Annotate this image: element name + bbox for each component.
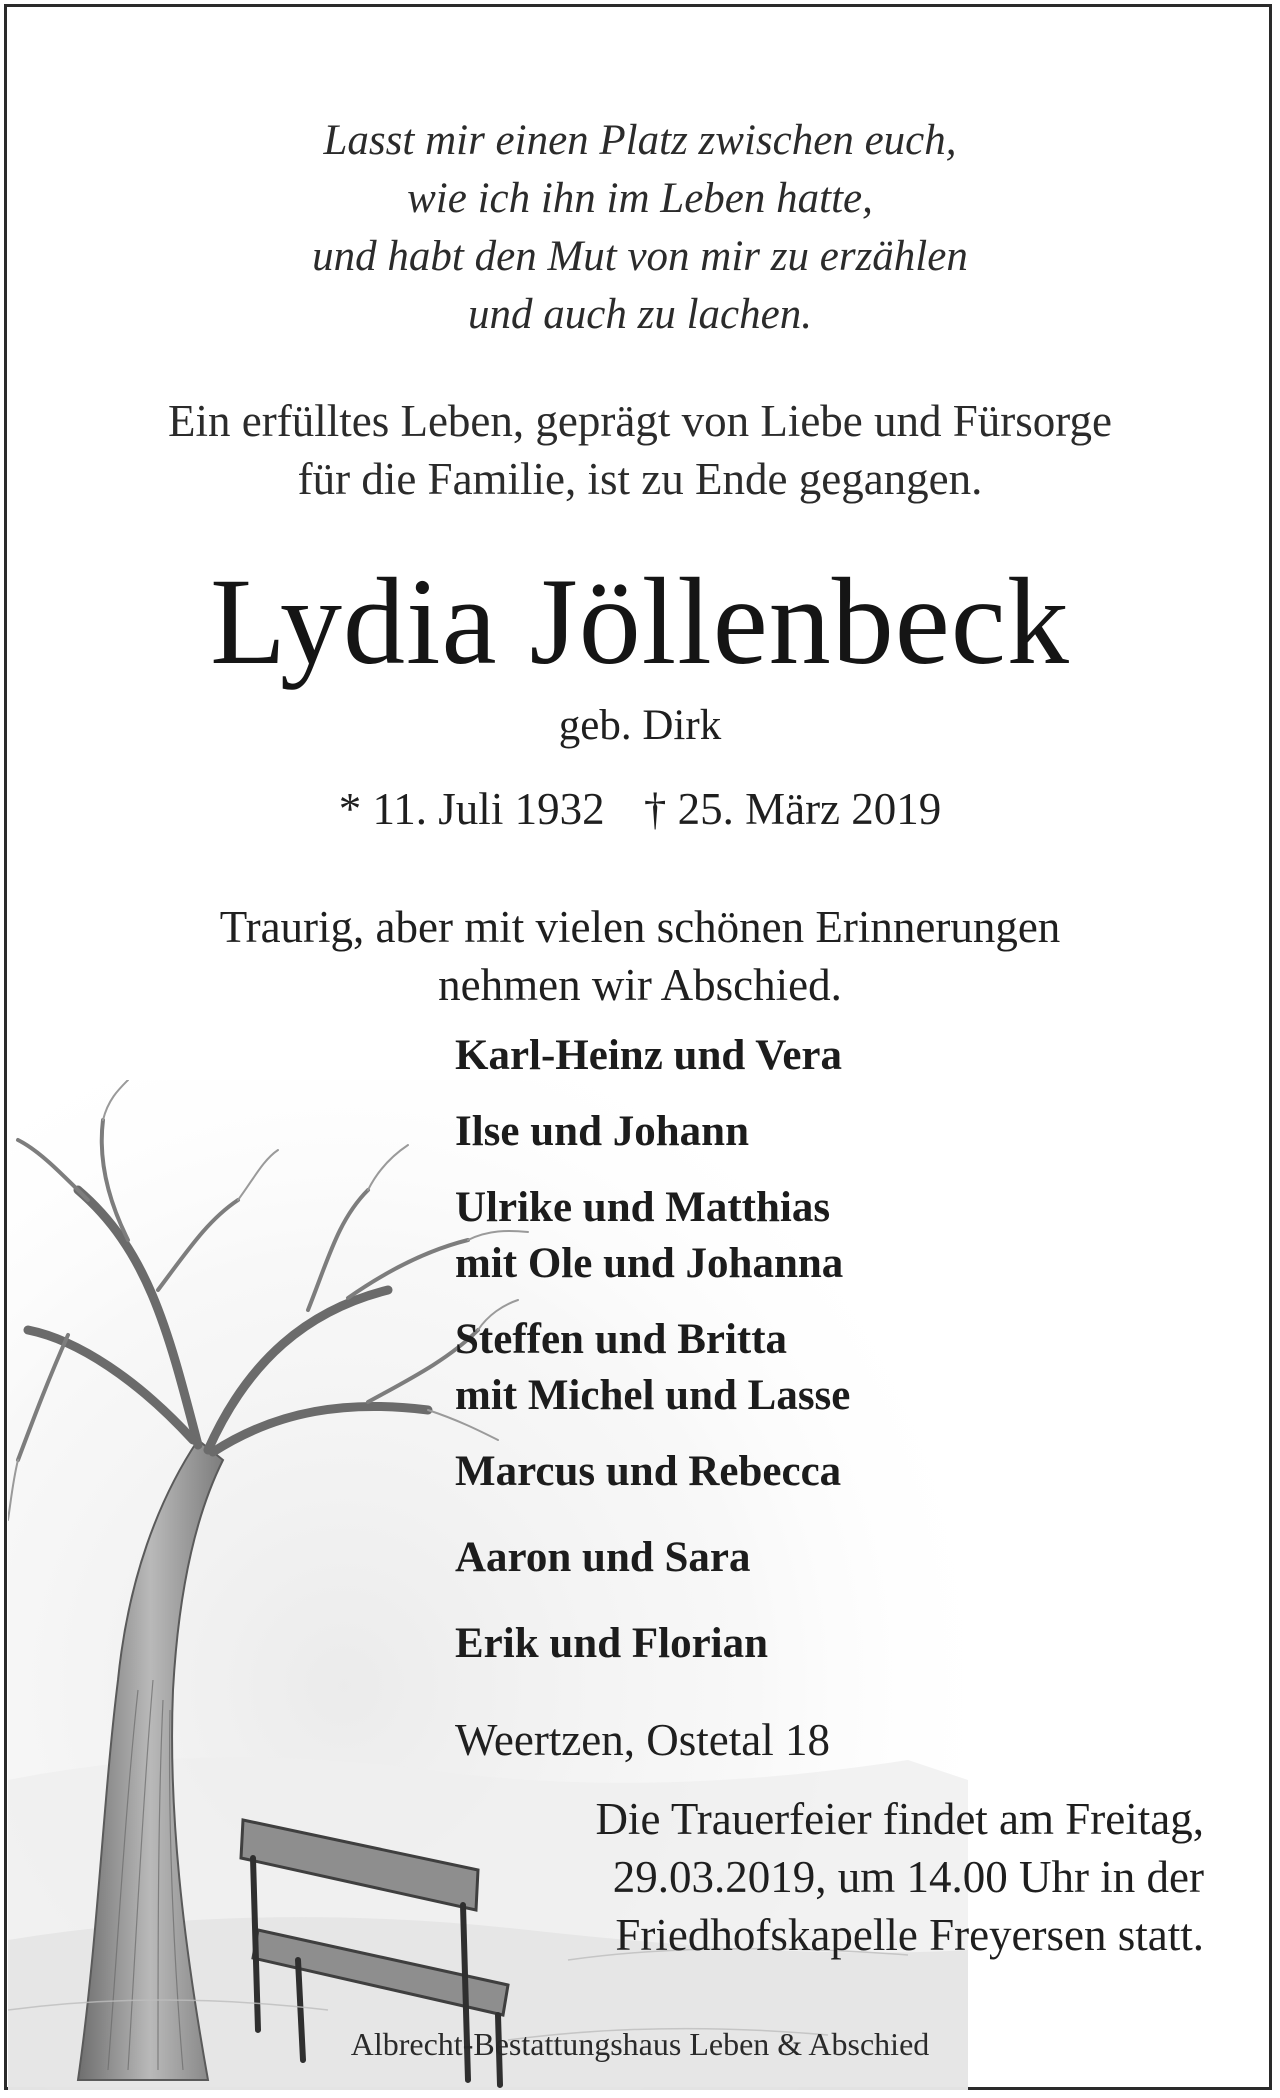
life-dates — [0, 780, 1280, 838]
verse-line: und auch zu lachen. — [468, 291, 812, 338]
verse-line: wie ich ihn im Leben hatte, — [407, 175, 873, 222]
mourners-list — [455, 1028, 850, 1692]
farewell-line: nehmen wir Abschied. — [438, 960, 842, 1010]
mourner-line: Steffen und Britta — [455, 1316, 788, 1363]
deceased-name: Lydia Jöllenbeck — [210, 553, 1070, 690]
verse-block — [0, 112, 1280, 344]
birth-date: * 11. Juli 1932 — [338, 784, 605, 834]
farewell-text — [0, 898, 1280, 1014]
funeral-service-notice — [595, 1790, 1204, 1964]
mourner-group — [455, 1104, 850, 1160]
mourner-line: Ilse und Johann — [455, 1108, 749, 1155]
intro-text — [0, 392, 1280, 508]
mourner-line: Erik und Florian — [455, 1620, 769, 1667]
mourner-group — [455, 1180, 850, 1292]
farewell-line: Traurig, aber mit vielen schönen Erinnerungen — [219, 902, 1061, 952]
intro-line: Ein erfülltes Leben, geprägt von Liebe und Fürsorge — [168, 396, 1112, 446]
service-line: 29.03.2019, um 14.00 Uhr in der — [612, 1852, 1204, 1902]
mourner-group — [455, 1028, 850, 1084]
verse-line: Lasst mir einen Platz zwischen euch, — [323, 117, 957, 164]
family-address: Weertzen, Ostetal 18 — [455, 1715, 830, 1765]
mourner-group — [455, 1530, 850, 1586]
undertaker-credit: Albrecht-Bestattungshaus Leben & Abschied — [350, 2026, 930, 2062]
intro-line: für die Familie, ist zu Ende gegangen. — [297, 454, 983, 504]
verse-line: und habt den Mut von mir zu erzählen — [312, 233, 968, 280]
mourner-line: Karl-Heinz und Vera — [455, 1032, 843, 1079]
service-line: Die Trauerfeier findet am Freitag, — [595, 1794, 1204, 1844]
mourner-line: mit Ole und Johanna — [455, 1240, 844, 1287]
mourner-line: mit Michel und Lasse — [455, 1372, 851, 1419]
mourner-group — [455, 1444, 850, 1500]
mourner-group — [455, 1616, 850, 1672]
mourner-group — [455, 1312, 850, 1424]
mourner-line: Marcus und Rebecca — [455, 1448, 842, 1495]
service-line: Friedhofskapelle Freyersen statt. — [615, 1910, 1204, 1960]
death-date: † 25. März 2019 — [643, 784, 942, 834]
maiden-name: geb. Dirk — [558, 702, 722, 749]
mourner-line: Ulrike und Matthias — [455, 1184, 831, 1231]
mourner-line: Aaron und Sara — [455, 1534, 751, 1581]
